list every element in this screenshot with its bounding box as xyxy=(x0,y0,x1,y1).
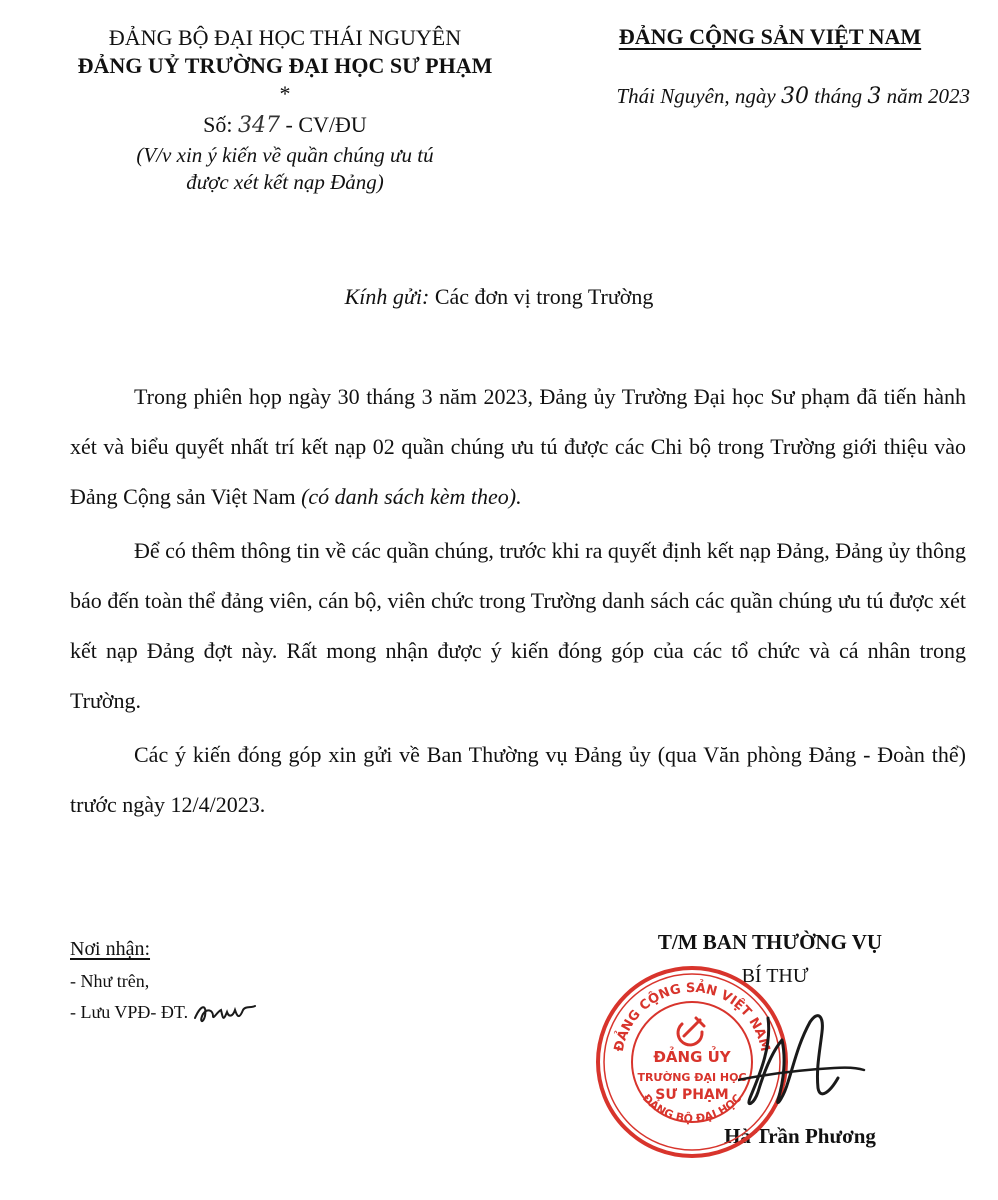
document-number xyxy=(40,111,530,140)
date-day: 30 xyxy=(780,84,809,109)
seal-line-1: ĐẢNG ỦY xyxy=(653,1048,731,1066)
seal-bottom-text-path: ĐẢNG BỘ ĐẠI HỌC xyxy=(639,1091,745,1126)
date-month: 3 xyxy=(867,84,882,109)
issuer-header xyxy=(40,24,530,196)
issuing-organization: ĐẢNG UỶ TRƯỜNG ĐẠI HỌC SƯ PHẠM xyxy=(77,52,493,78)
distribution-item-text: - Lưu VPĐ- ĐT. xyxy=(70,1001,189,1022)
national-header xyxy=(560,24,980,109)
body-paragraph-1-note: (có danh sách kèm theo). xyxy=(301,484,522,509)
document-subject xyxy=(40,142,530,197)
document-number-prefix: Số: xyxy=(203,112,233,137)
header-star: * xyxy=(279,81,291,106)
handwritten-signature-icon xyxy=(738,988,868,1118)
distribution-item: - Như trên, xyxy=(70,971,150,991)
seal-ring-text-path: ĐẢNG CỘNG SẢN VIỆT NAM xyxy=(611,980,773,1054)
on-behalf-of: T/M BAN THƯỜNG VỤ xyxy=(657,930,883,954)
hammer-sickle-icon xyxy=(678,1018,704,1045)
addressee-line xyxy=(0,284,998,310)
addressee-label: Kính gửi: xyxy=(344,284,430,309)
letter-body xyxy=(70,372,966,834)
date-year: năm 2023 xyxy=(886,84,970,108)
distribution-list xyxy=(70,932,390,1027)
body-paragraph-3: Các ý kiến đóng góp xin gửi về Ban Thường vụ Đảng ủy (qua Văn phòng Đảng - Đoàn thể) trước ngày 12/4/2023. xyxy=(70,742,966,817)
party-name: ĐẢNG CỘNG SẢN VIỆT NAM xyxy=(618,24,922,49)
seal-line-2: TRƯỜNG ĐẠI HỌC xyxy=(637,1071,747,1084)
date-month-label: tháng xyxy=(814,84,863,108)
document-number-suffix: - CV/ĐU xyxy=(285,112,367,137)
parent-organization: ĐẢNG BỘ ĐẠI HỌC THÁI NGUYÊN xyxy=(108,25,462,50)
date-prefix: Thái Nguyên, ngày xyxy=(616,84,776,108)
handwritten-initials-icon xyxy=(193,1000,257,1026)
subject-line-2: được xét kết nạp Đảng) xyxy=(186,169,384,194)
seal-line-3: SƯ PHẠM xyxy=(655,1087,729,1103)
body-paragraph-1 xyxy=(70,372,966,522)
body-paragraph-1-text: Trong phiên họp ngày 30 tháng 3 năm 2023, Đảng ủy Trường Đại học Sư phạm đã tiến hành xét và biểu quyết nhất trí kết nạp 02 quần chúng ưu tú được các Chi bộ trong Trường giới thiệu vào Đảng Cộng sản Việt Nam xyxy=(70,384,966,509)
distribution-title: Nơi nhận: xyxy=(70,938,151,960)
signer-position: BÍ THƯ xyxy=(741,965,809,987)
subject-line-1: (V/v xin ý kiến về quần chúng ưu tú xyxy=(136,142,434,167)
addressee-value: Các đơn vị trong Trường xyxy=(434,284,654,309)
signer-name: Hà Trần Phương xyxy=(724,1124,876,1148)
document-number-handwritten: 347 xyxy=(238,113,281,138)
body-paragraph-2: Để có thêm thông tin về các quần chúng, trước khi ra quyết định kết nạp Đảng, Đảng ủy thông báo đến toàn thể đảng viên, cán bộ, viên chức trong Trường danh sách các quần chúng ưu tú được xét kết nạp Đảng đợt này. Rất mong nhận được ý kiến đóng góp của các tổ chức và cá nhân trong Trường. xyxy=(70,538,966,713)
place-and-date xyxy=(560,84,980,109)
distribution-item xyxy=(70,997,390,1028)
